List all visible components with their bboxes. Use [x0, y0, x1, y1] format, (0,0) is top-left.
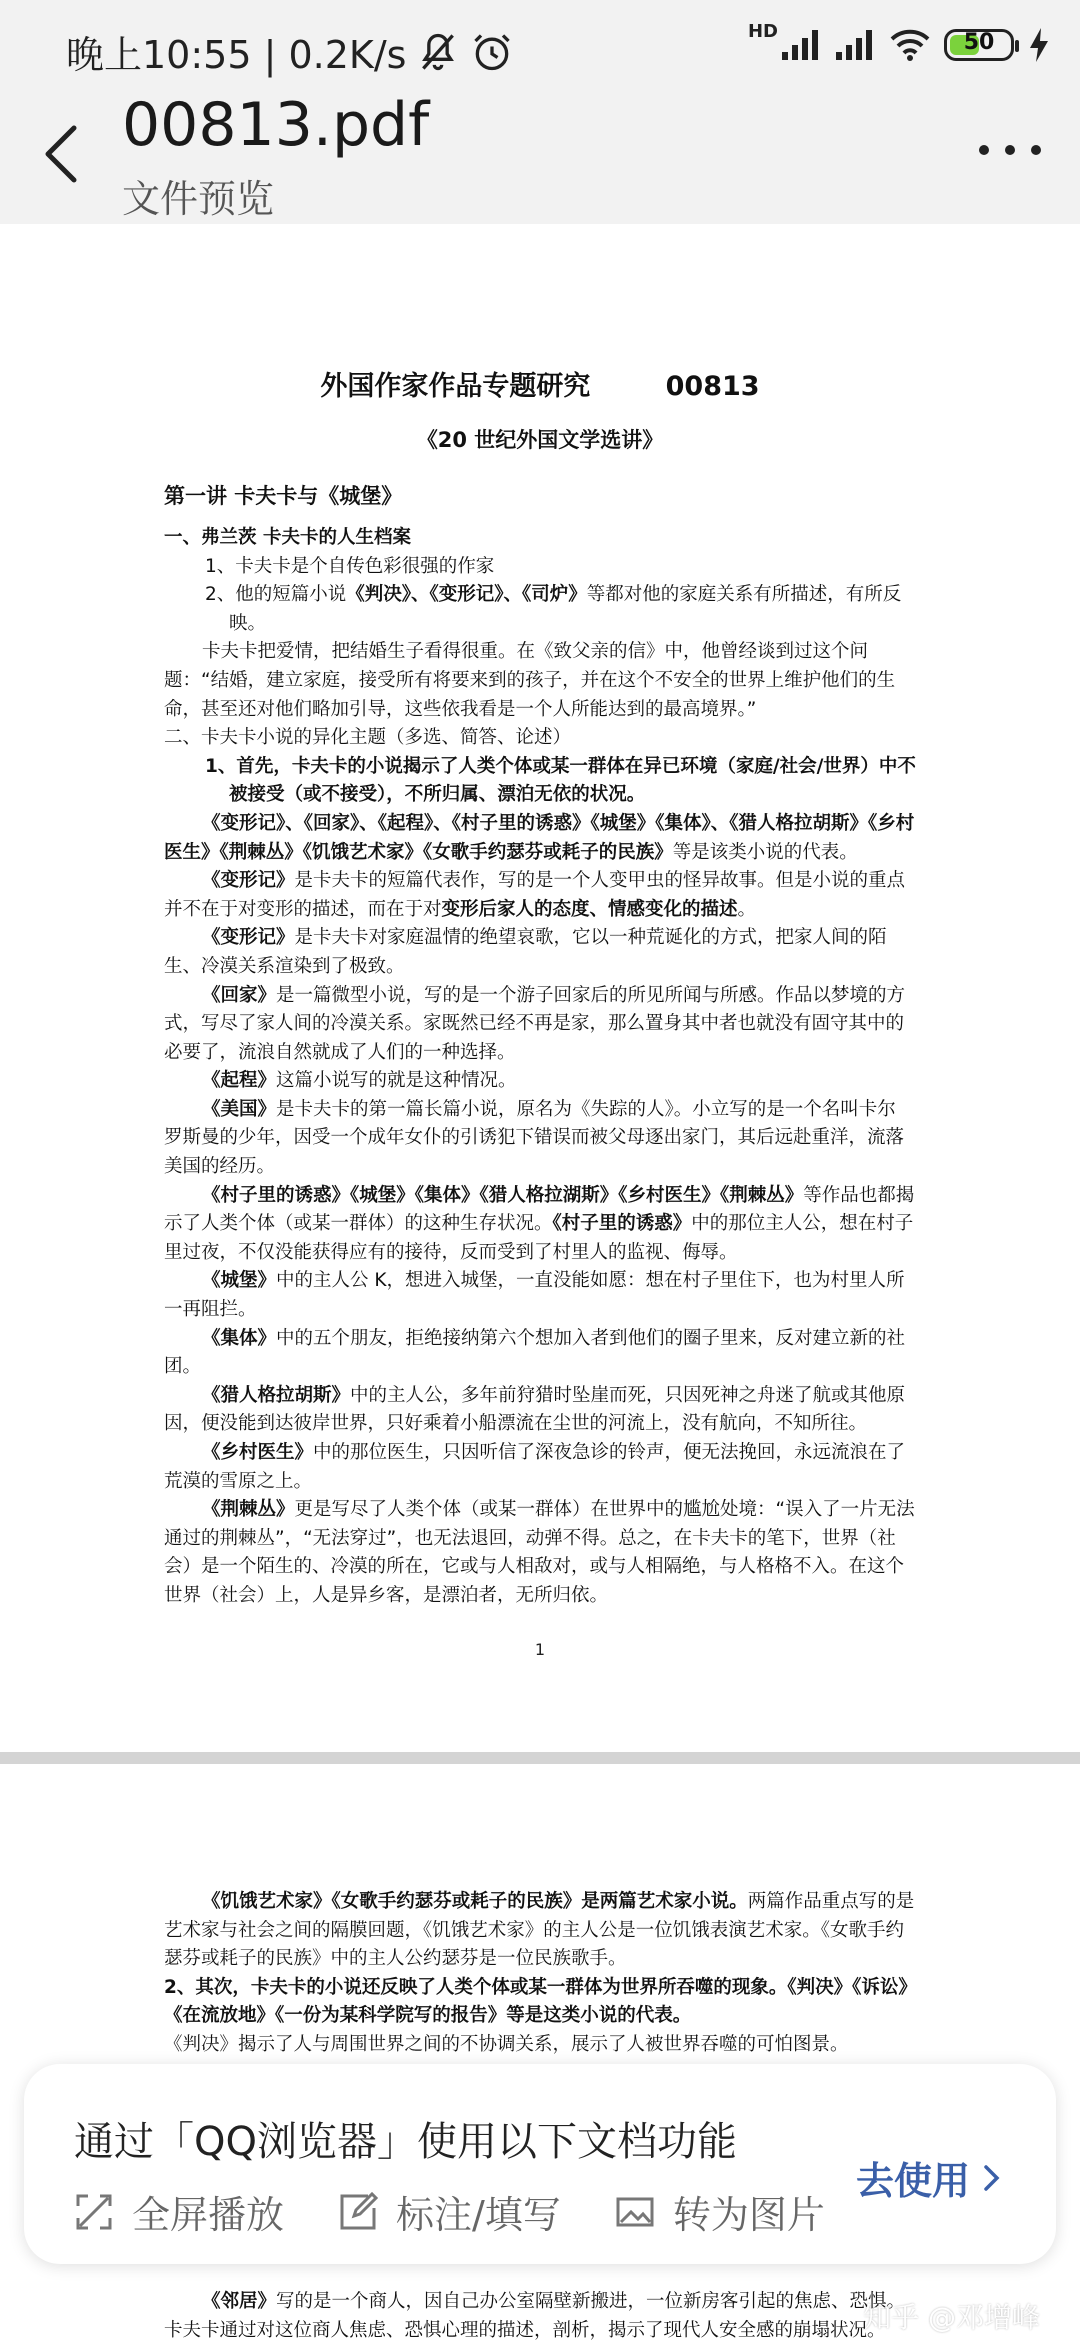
text-run: 。	[737, 898, 757, 920]
text-run: 是卡夫卡的第一篇长篇小说，原名为《失踪的人》。小立写的是一个名叫卡尔 罗斯曼的少年，因受一个成年女仆的引诱犯下错误而被父母逐出家门，其后远赴重洋，流落美国的经历。	[164, 1098, 905, 1178]
paragraph	[164, 1888, 916, 1974]
bold-run: 《城堡》	[202, 1270, 277, 1292]
page2-body-lower	[164, 2288, 916, 2340]
text-run: 中的主人公，多年前狩猎时坠崖而死，只因死神之舟迷了航或其他原因，便没能到达彼岸世界，只好乘着小船漂流在尘世的河流上，没有航向，不知所往。	[164, 1384, 906, 1435]
battery-icon	[944, 29, 1014, 61]
status-left	[66, 24, 514, 79]
charging-bolt-icon	[1028, 28, 1050, 62]
battery-level: 50	[963, 30, 995, 55]
section-heading-1: 一、弗兰茨 卡夫卡的人生档案	[164, 527, 411, 548]
hd-label: HD	[747, 20, 778, 42]
file-title: 00813.pdf	[122, 90, 430, 160]
bold-run: 《村子里的诱惑》	[552, 1213, 692, 1235]
bold-run: 变形后家人的态度、情感变化的描述	[441, 898, 738, 920]
text-run: 等都对他的家庭关系有所描述，有所反映。	[229, 584, 902, 634]
text-run: 是卡夫卡对家庭温情的绝望哀歌，它以一种荒诞化的方式，把家人间的陌生、冷漠关系渲染到了极致。	[164, 927, 887, 977]
paragraph	[164, 924, 916, 981]
file-subtitle: 文件预览	[122, 177, 275, 221]
top-bar	[0, 0, 1080, 224]
lecture-heading: 第一讲 卡夫卡与《城堡》	[164, 484, 403, 508]
text-run: 中的那位主人公，想在村子里过夜，不仅没能获得应有的接待，反而受到了村里人的监视、侮辱。	[164, 1213, 914, 1263]
paragraph: 卡夫卡把爱情，把结婚生子看得很重。在《致父亲的信》中，他曾经谈到过这个问题：“结婚，建立家庭，接受所有将要来到的孩子，并在这个不安全的世界上维护他们的生命，甚至还对他们略加引导，这些依我看是一个人所能达到的最高境界。”	[164, 641, 896, 720]
status-time-speed: 晚上10:55 | 0.2K/s	[66, 33, 407, 77]
text-run: 是一篇微型小说，写的是一个游子回家后的所见所闻与所感。作品以梦境的方式，写尽了家人间的冷漠关系。家既然已经不再是家，那么置身其中者也就没有固守其中的必要了，流浪自然就成了人们的一种选择。	[164, 984, 906, 1063]
feature-fullscreen[interactable]	[74, 2184, 284, 2239]
bold-run: 《乡村医生》	[202, 1442, 314, 1463]
watermark: 知乎 @邓增峰	[863, 2301, 1040, 2334]
battery-nub	[1015, 40, 1019, 52]
bold-run: 《集体》	[202, 1327, 277, 1349]
paragraph	[164, 2288, 916, 2340]
bold-run: 《村子里的诱惑》《城堡》《集体》《猎人格拉湖斯》《乡村医生》《荆棘丛》	[202, 1184, 804, 1206]
paragraph	[164, 1439, 916, 1496]
feature-label: 转为图片	[672, 2193, 825, 2237]
feature-annotate[interactable]	[338, 2184, 561, 2239]
list-item: 1、卡夫卡是个自传色彩很强的作家	[205, 555, 495, 577]
qq-browser-promo-card[interactable]	[24, 2064, 1056, 2264]
text-run: 中的五个朋友，拒绝接纳第六个想加入者到他们的圈子里来，反对建立新的社团。	[164, 1327, 906, 1378]
page2-body	[164, 1888, 916, 2060]
paragraph	[164, 1267, 916, 1324]
signal-icon	[782, 30, 822, 60]
paragraph	[164, 1325, 916, 1382]
bold-run: 《邻居》	[202, 2291, 277, 2312]
bold-run: 《起程》	[202, 1070, 277, 1092]
feature-to-image[interactable]	[615, 2184, 825, 2239]
page-number: 1	[534, 1640, 546, 1659]
bold-run: 《判决》、《变形记》、《司炉》	[346, 584, 587, 606]
feature-label: 标注/填写	[396, 2193, 561, 2237]
paragraph	[164, 1496, 916, 1610]
chevron-right-icon	[980, 2161, 1004, 2195]
feature-label: 全屏播放	[132, 2193, 285, 2237]
paragraph	[164, 1096, 916, 1182]
alarm-icon	[470, 30, 514, 74]
bold-run: 《猎人格拉胡斯》	[202, 1384, 351, 1406]
bold-point: 1、首先，卡夫卡的小说揭示了人类个体或某一群体在异已环境（家庭/社会/世界）中不被接受（或不接受），不所归属、漂泊无依的状况。	[205, 755, 916, 806]
paragraph: 《判决》揭示了人与周围世界之间的不协调关系，展示了人被世界吞噬的可怕图景。	[164, 2033, 849, 2055]
text-run: 中的主人公 K，想进入城堡，一直没能如愿：想在村子里住下，也为村里人所一再阻拦。	[164, 1270, 905, 1321]
bold-run: 《美国》	[202, 1098, 277, 1120]
page1-body	[164, 478, 916, 1611]
go-use-button[interactable]	[856, 2150, 1004, 2205]
paragraph	[164, 810, 916, 867]
section-heading-2: 二、卡夫卡小说的异化主题（多选、简答、论述）	[164, 727, 572, 749]
doc-title: 外国作家作品专题研究 00813	[320, 371, 760, 402]
promo-features	[74, 2184, 879, 2239]
bell-off-icon	[416, 30, 460, 74]
image-icon	[615, 2192, 655, 2232]
paragraph	[164, 982, 916, 1068]
status-right	[747, 20, 1050, 62]
text-run: 是卡夫卡的短篇代表作，写的是一个人变甲虫的怪异故事。但是小说的重点并不在于对变形的描述，而在于对	[164, 870, 906, 920]
text-run: 等是该类小说的代表。	[672, 841, 858, 863]
fullscreen-icon	[74, 2192, 114, 2232]
doc-subtitle: 《20 世纪外国文学选讲》	[416, 428, 664, 452]
text-run: 写的是一个商人，因自己办公室隔壁新搬进，一位新房客引起的焦虑、恐惧。卡夫卡通过对这位商人焦虑、恐惧心理的描述，剖析，揭示了现代人安全感的崩塌状况。	[164, 2291, 906, 2340]
paragraph	[164, 867, 916, 924]
paragraph	[164, 1067, 916, 1096]
bold-run: 《饥饿艺术家》《女歌手约瑟芬或耗子的民族》是两篇艺术家小说。	[202, 1891, 748, 1912]
go-use-label: 去使用	[855, 2159, 970, 2203]
bold-run: 《变形记》	[202, 927, 295, 949]
back-arrow-icon[interactable]	[34, 118, 90, 190]
bold-run: 《回家》	[202, 984, 277, 1006]
status-bar	[0, 0, 1080, 100]
page-separator	[0, 1752, 1080, 1764]
text-run: 2、他的短篇小说	[205, 584, 347, 606]
text-run: 这篇小说写的就是这种情况。	[276, 1070, 517, 1092]
text-run: 中的那位医生，只因听信了深夜急诊的铃声，便无法挽回，永远流浪在了荒漠的雪原之上。	[164, 1442, 906, 1492]
bold-run: 《变形记》、《回家》、《起程》、《村子里的诱惑》《城堡》《集体》、《猎人格拉胡斯》《乡村医生》《荆棘丛》《饥饿艺术家》《女歌手约瑟芬或耗子的民族》	[164, 812, 915, 863]
bold-run: 《荆棘丛》	[202, 1499, 295, 1521]
promo-title: 通过「QQ浏览器」使用以下文档功能	[74, 2119, 737, 2165]
pdf-page-1	[0, 224, 1080, 1754]
text-run: 等作品也都揭示了人类个体（或某一群体）的这种生存状况。	[164, 1184, 915, 1235]
more-options-icon[interactable]	[974, 130, 1046, 170]
wifi-icon	[890, 29, 930, 61]
edit-icon	[338, 2192, 378, 2232]
bold-run: 《变形记》	[202, 870, 295, 892]
text-run: 两篇作品重点写的是艺术家与社会之间的隔膜回题，《饥饿艺术家》的主人公是一位饥饿表演艺术家。《女歌手约瑟芬或耗子的民族》中的主人公约瑟芬是一位民族歌手。	[164, 1891, 915, 1970]
bold-point: 2、其次，卡夫卡的小说还反映了人类个体或某一群体为世界所吞噬的现象。《判决》《诉讼》《在流放地》《一份为某科学院写的报告》等是这类小说的代表。	[164, 1976, 908, 2027]
paragraph	[164, 1182, 916, 1268]
text-run: 更是写尽了人类个体（或某一群体）在世界中的尴尬处境：“误入了一片无法通过的荆棘丛”，“无法穿过”，也无法退回，动弹不得。总之，在卡夫卡的笔下，世界（社会）是一个陌生的、冷漠的所在，它或与人相敌对，或与人相隔绝，与人格格不入。在这个世界（社会）上，人是异乡客，是漂泊者，无所归依。	[164, 1499, 915, 1606]
paragraph	[164, 1382, 916, 1439]
signal-icon-2	[836, 30, 876, 60]
list-item	[164, 581, 916, 638]
